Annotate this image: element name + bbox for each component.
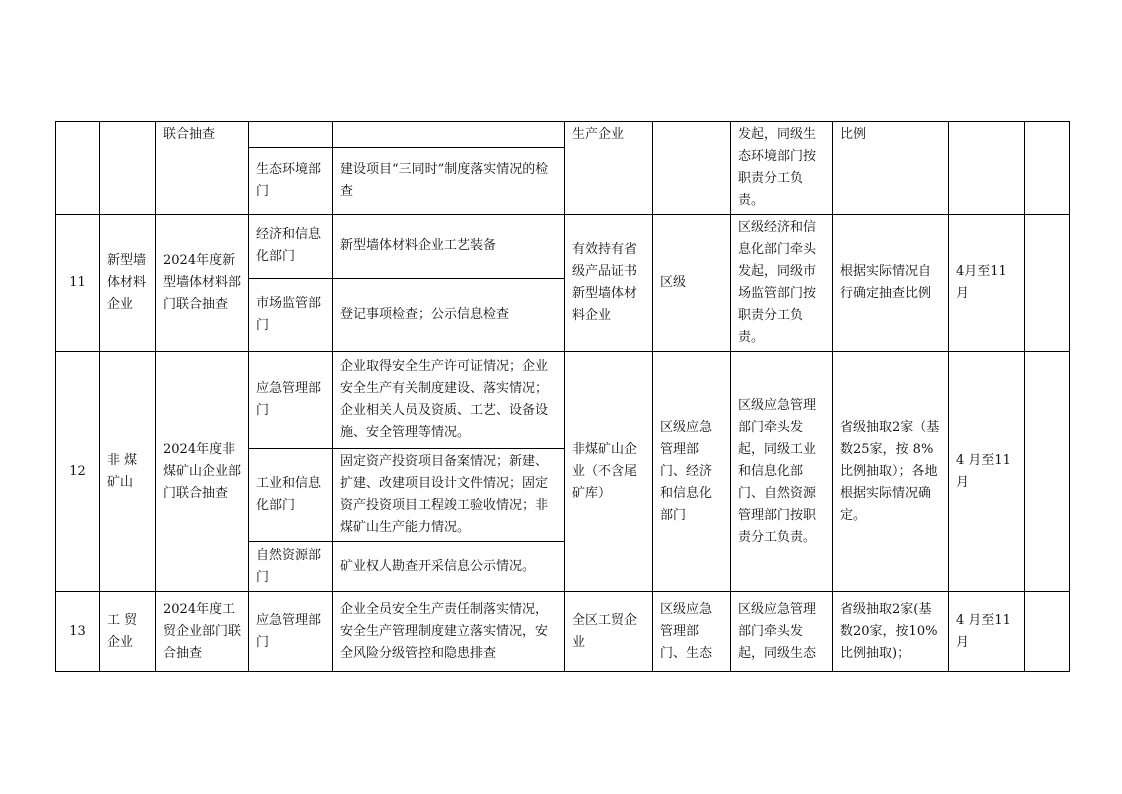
cell-note [1025,352,1070,592]
cell-level: 区级应急管理部门、生态 [653,592,731,672]
cell-dept: 应急管理部门 [249,592,333,672]
cell-dept: 生态环境部门 [249,147,333,214]
cell-type: 2024年度工贸企业部门联合抽查 [156,592,249,672]
cell-dept [249,122,333,148]
table-row [56,352,1070,449]
cell-level: 区级 [653,215,731,352]
cell-object: 生产企业 [565,122,653,215]
cell-content: 新型墙体材料企业工艺装备 [333,215,565,279]
cell-dept: 应急管理部门 [249,352,333,449]
cell-level [653,122,731,215]
cell-field: 非 煤矿山 [100,352,156,592]
cell-content [333,122,565,148]
cell-ratio: 省级抽取2家(基数20家，按10%比例抽取)； [833,592,949,672]
cell-object: 有效持有省级产品证书新型墙体材料企业 [565,215,653,352]
cell-org: 发起，同级生态环境部门按职责分工负责。 [731,122,833,215]
cell-type: 联合抽查 [156,122,249,215]
cell-dept: 经济和信息化部门 [249,215,333,279]
cell-field: 工 贸企业 [100,592,156,672]
cell-ratio: 比例 [833,122,949,215]
cell-time: 4月至11月 [949,215,1025,352]
cell-type: 2024年度新型墙体材料部门联合抽查 [156,215,249,352]
cell-no [56,122,100,215]
cell-time: 4 月至11月 [949,352,1025,592]
cell-content: 登记事项检查；公示信息检查 [333,278,565,351]
cell-no: 13 [56,592,100,672]
cell-content: 固定资产投资项目备案情况；新建、扩建、改建项目设计文件情况；固定资产投资项目工程竣工验收情况；非煤矿山生产能力情况。 [333,449,565,542]
cell-time: 4 月至11月 [949,592,1025,672]
cell-field [100,122,156,215]
cell-object: 全区工贸企业 [565,592,653,672]
cell-note [1025,122,1070,215]
cell-ratio: 省级抽取2家（基数25家，按 8%比例抽取）；各地根据实际情况确定。 [833,352,949,592]
cell-time [949,122,1025,215]
table-row [56,122,1070,148]
cell-org: 区级经济和信息化部门牵头发起，同级市场监管部门按职责分工负责。 [731,215,833,352]
cell-content: 建设项目“三同时”制度落实情况的检查 [333,147,565,214]
cell-object: 非煤矿山企业（不含尾矿库） [565,352,653,592]
cell-dept: 市场监管部门 [249,278,333,351]
cell-note [1025,592,1070,672]
cell-ratio: 根据实际情况自行确定抽查比例 [833,215,949,352]
cell-dept: 自然资源部门 [249,542,333,592]
cell-level: 区级应急管理部门、经济和信息化部门 [653,352,731,592]
cell-no: 11 [56,215,100,352]
table-row [56,592,1070,672]
inspection-table [55,121,1070,672]
cell-dept: 工业和信息化部门 [249,449,333,542]
cell-field: 新型墙体材料企业 [100,215,156,352]
cell-content: 企业全员安全生产责任制落实情况，安全生产管理制度建立落实情况，安全风险分级管控和隐患排查 [333,592,565,672]
cell-org: 区级应急管理部门牵头发起，同级生态 [731,592,833,672]
cell-content: 矿业权人勘查开采信息公示情况。 [333,542,565,592]
cell-content: 企业取得安全生产许可证情况；企业安全生产有关制度建设、落实情况；企业相关人员及资质、工艺、设备设施、安全管理等情况。 [333,352,565,449]
cell-org: 区级应急管理部门牵头发起，同级工业和信息化部门、自然资源管理部门按职责分工负责。 [731,352,833,592]
cell-no: 12 [56,352,100,592]
table-row [56,215,1070,279]
cell-type: 2024年度非煤矿山企业部门联合抽查 [156,352,249,592]
cell-note [1025,215,1070,352]
